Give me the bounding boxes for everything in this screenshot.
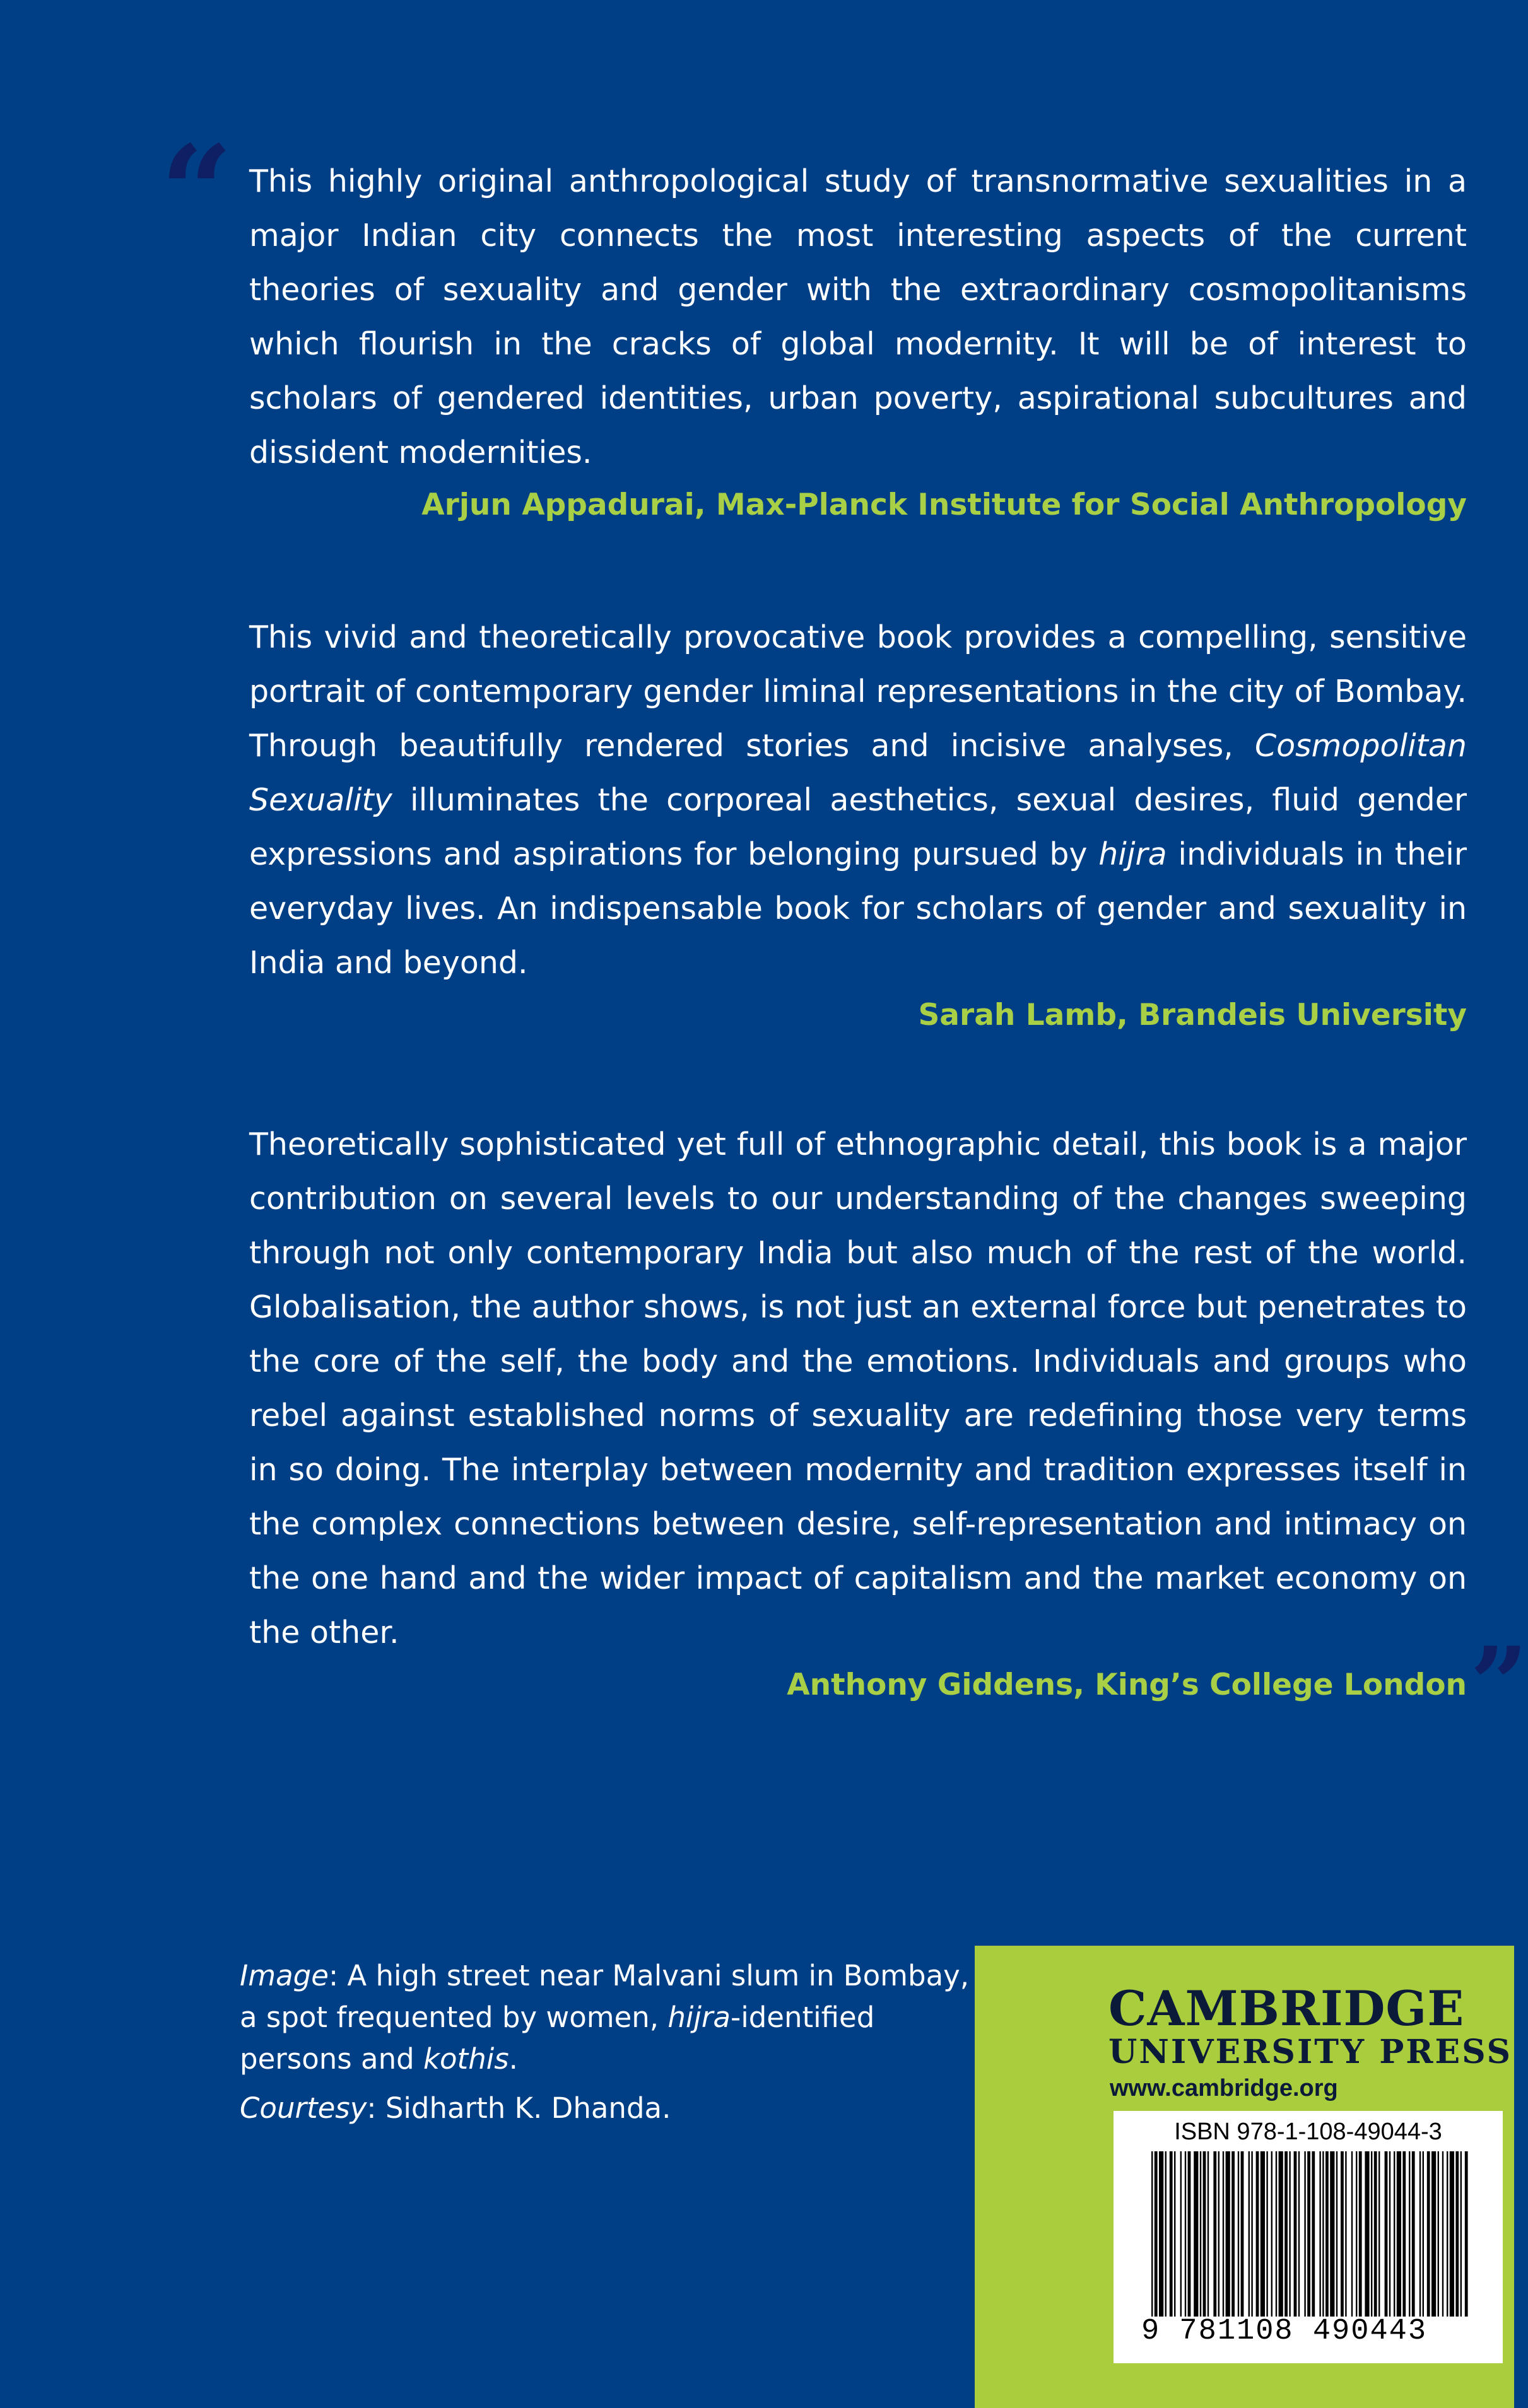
barcode-bar: [1341, 2151, 1344, 2317]
barcode-bar: [1279, 2151, 1283, 2317]
italic-text: hijra: [667, 2001, 731, 2034]
barcode-bar: [1194, 2151, 1198, 2317]
barcode-bar: [1351, 2151, 1353, 2317]
barcode-bar: [1371, 2151, 1372, 2317]
barcode-bar: [1345, 2151, 1346, 2317]
barcode-bar: [1159, 2151, 1163, 2317]
endorsement-text: [249, 611, 1467, 990]
image-courtesy: [240, 2088, 972, 2129]
text-run: individuals in their everyday lives. An indispensable book for scholars of gender and sexuality in India and beyond.: [249, 836, 1467, 981]
text-run: Theoretically sophisticated yet full of ethnographic detail, this book is a major contribution on several levels to our understanding of the changes sweeping through not only contemporary India but also much of the rest of the world. Globalisation, the author shows, is not just an external force but penetrates to the core of the self, the body and the emotions. Individuals and groups who rebel against established norms of sexuality are redefining those very terms in so doing. The interplay between modernity and tradition expresses itself in the complex connections between desire, self-representation and intimacy on the one hand and the wider impact of capitalism and the market economy on the other.: [249, 1126, 1467, 1651]
barcode-bar: [1325, 2151, 1329, 2317]
barcode-bar: [1389, 2151, 1390, 2317]
barcode-bar: [1419, 2151, 1421, 2317]
barcode-bar: [1276, 2151, 1277, 2317]
barcode-bar: [1402, 2151, 1406, 2317]
barcode-bar: [1356, 2151, 1357, 2317]
italic-text: Image: [240, 1959, 329, 1992]
barcode-bar: [1218, 2151, 1219, 2317]
barcode-bar: [1180, 2151, 1182, 2317]
barcode-bar: [1188, 2151, 1191, 2317]
endorsement-attribution: Sarah Lamb, Brandeis University: [918, 998, 1467, 1032]
publisher-name: CAMBRIDGE: [1108, 1980, 1465, 2037]
barcode-bar: [1271, 2151, 1272, 2317]
barcode-bar: [1450, 2151, 1454, 2317]
close-quote-mark: ”: [1470, 1625, 1528, 1743]
barcode-bar: [1460, 2151, 1462, 2317]
barcode-bar: [1431, 2151, 1436, 2317]
barcode-bar: [1312, 2151, 1315, 2317]
publisher-url: www.cambridge.org: [1110, 2075, 1338, 2101]
barcode-bar: [1208, 2151, 1209, 2317]
barcode-bar: [1155, 2151, 1158, 2317]
barcode-bar: [1307, 2151, 1310, 2317]
italic-text: kothis: [423, 2042, 509, 2076]
image-caption: [240, 1955, 972, 2129]
barcode-bar: [1322, 2151, 1324, 2317]
barcode-bar: [1165, 2151, 1167, 2317]
barcode-bar: [1203, 2151, 1206, 2317]
barcode-bar: [1223, 2151, 1224, 2317]
barcode-bar: [1304, 2151, 1305, 2317]
italic-text: Cosmopolitan Sexuality: [249, 728, 1467, 818]
publisher-subtitle: UNIVERSITY PRESS: [1108, 2033, 1513, 2071]
barcode-bar: [1241, 2151, 1244, 2317]
barcode-bar: [1330, 2151, 1334, 2317]
barcode-bar: [1455, 2151, 1459, 2317]
barcode-bar: [1200, 2151, 1201, 2317]
isbn-barcode-box: [1114, 2111, 1503, 2363]
text-run: illuminates the corporeal aesthetics, sexual desires, fluid gender expressions and aspirations for belonging pursued by: [249, 782, 1467, 872]
text-run: .: [508, 2042, 518, 2076]
barcode-bar: [1359, 2151, 1362, 2317]
barcode-bar: [1385, 2151, 1388, 2317]
barcode-bar: [1438, 2151, 1439, 2317]
endorsement-text: [249, 155, 1467, 480]
endorsement-attribution: Arjun Appadurai, Max-Planck Institute for Social Anthropology: [421, 488, 1467, 522]
barcode-bar: [1423, 2151, 1424, 2317]
barcode-bar: [1365, 2151, 1369, 2317]
barcode-bar: [1226, 2151, 1230, 2317]
barcode-bar: [1336, 2151, 1337, 2317]
barcode-bar: [1213, 2151, 1216, 2317]
text-run: : Sidharth K. Dhanda.: [367, 2091, 671, 2125]
endorsement-text: [249, 1118, 1467, 1660]
barcode-bar: [1251, 2151, 1252, 2317]
barcode-bar: [1465, 2151, 1468, 2317]
barcode-bar: [1298, 2151, 1300, 2317]
barcode-icon: [1151, 2151, 1467, 2317]
barcode-bar: [1231, 2151, 1235, 2317]
barcode-bar: [1170, 2151, 1173, 2317]
barcode-bar: [1378, 2151, 1380, 2317]
isbn-label: ISBN 978-1-108-49044-3: [1174, 2119, 1442, 2145]
barcode-bar: [1394, 2151, 1395, 2317]
barcode-bar: [1256, 2151, 1259, 2317]
endorsement-appadurai: [249, 155, 1467, 530]
barcode-bar: [1319, 2151, 1320, 2317]
barcode-bar: [1412, 2151, 1415, 2317]
barcode-bar: [1284, 2151, 1288, 2317]
barcode-bar: [1447, 2151, 1448, 2317]
italic-text: Courtesy: [240, 2091, 367, 2125]
barcode-digits: 9 781108 490443: [1141, 2315, 1428, 2348]
endorsement-attribution: Anthony Giddens, King’s College London: [787, 1668, 1467, 1702]
text-run: This vivid and theoretically provocative book provides a compelling, sensitive portrait of contemporary gender liminal representations in the city of Bombay. Through beautifully rendered stories and incisive analyses,: [249, 619, 1467, 764]
text-run: : A high street near Malvani slum in Bombay, a spot frequented by women,: [240, 1959, 970, 2034]
image-caption-text: [240, 1955, 972, 2080]
text-run: This highly original anthropological study of transnormative sexualities in a major Indian city connects the most interesting aspects of the current theories of sexuality and gender with the extraordinary cosmopolitanisms which flourish in the cracks of global modernity. It will be of interest to scholars of gendered identities, urban poverty, aspirational subcultures and dissident modernities.: [249, 163, 1467, 470]
endorsement-giddens: [249, 1118, 1467, 1710]
publisher-panel: [975, 1946, 1514, 2408]
open-quote-mark: “: [160, 118, 233, 266]
barcode-bar: [1185, 2151, 1186, 2317]
barcode-bar: [1397, 2151, 1401, 2317]
endorsement-lamb: [249, 611, 1467, 1041]
barcode-bar: [1294, 2151, 1297, 2317]
barcode-bar: [1249, 2151, 1250, 2317]
barcode-bar: [1409, 2151, 1410, 2317]
barcode-bar: [1238, 2151, 1239, 2317]
barcode-bar: [1427, 2151, 1430, 2317]
barcode-bar: [1442, 2151, 1443, 2317]
italic-text: hijra: [1098, 836, 1167, 872]
barcode-bar: [1261, 2151, 1265, 2317]
barcode-bar: [1151, 2151, 1153, 2317]
barcode-bar: [1289, 2151, 1290, 2317]
barcode-bar: [1266, 2151, 1267, 2317]
barcode-bar: [1174, 2151, 1175, 2317]
barcode-bar: [1374, 2151, 1377, 2317]
text-run: -identified persons and: [240, 2001, 875, 2076]
